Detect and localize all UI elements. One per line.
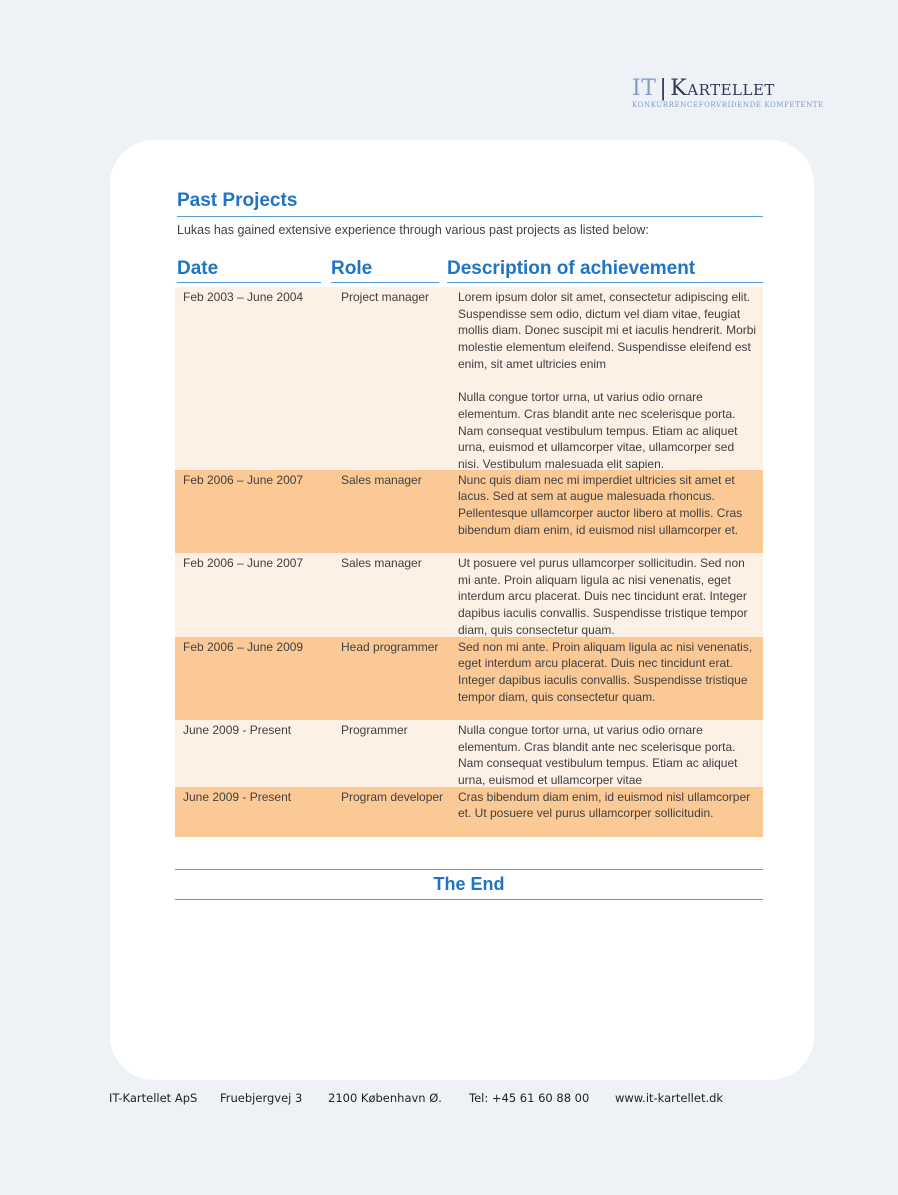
project-role: Programmer (341, 723, 408, 737)
table-row (175, 553, 763, 637)
project-date: Feb 2003 – June 2004 (183, 290, 304, 304)
description-paragraph: Nulla congue tortor urna, ut varius odio ornare elementum. Cras blandit ante nec scelerisque porta. Nam consequat vestibulum tempus. Etiam ac aliquet urna, euismod et ullamcorper vitae (458, 723, 738, 788)
description-paragraph: Nulla congue tortor urna, ut varius odio ornare elementum. Cras blandit ante nec scelerisque porta. Nam consequat vestibulum tempus. Etiam ac aliquet urna, euismod et ullamcorper vitae, ullamcorper sed nisi. Vestibulum malesuada elit sapien. (458, 390, 738, 472)
section-title: Past Projects (177, 190, 763, 217)
description-paragraph: Ut posuere vel purus ullamcorper sollicitudin. Sed non mi ante. Proin aliquam ligula ac nisi venenatis, eget interdum arcu placerat. Duis nec tincidunt erat. Integer dapibus iaculis convallis. Suspendisse tristique tempor diam, quis consectetur quam. (458, 556, 748, 637)
column-header-description: Description of achievement (447, 258, 763, 283)
project-role: Program developer (341, 789, 444, 804)
project-role: Project manager (341, 290, 430, 304)
content-card (110, 140, 814, 1080)
project-role: Sales manager (341, 472, 422, 487)
footer-company: IT-Kartellet ApS (109, 1091, 198, 1105)
logo-name: Kartellet (670, 76, 775, 101)
page-footer (0, 1091, 898, 1107)
description-paragraph: Sed non mi ante. Proin aliquam ligula ac nisi venenatis, eget interdum arcu placerat. Duis nec tincidunt erat. Integer dapibus iaculis convallis. Suspendisse tristique tempor diam, quis consectetur quam. (458, 639, 753, 704)
section-intro: Lukas has gained extensive experience through various past projects as listed below: (177, 223, 649, 237)
project-date: Feb 2006 – June 2007 (183, 556, 304, 570)
column-header-date: Date (177, 258, 321, 283)
footer-street: Fruebjergvej 3 (220, 1091, 303, 1105)
the-end-heading: The End (175, 869, 763, 900)
project-description (450, 787, 763, 837)
projects-table (175, 287, 763, 837)
description-paragraph: Lorem ipsum dolor sit amet, consectetur adipiscing elit. Suspendisse sem odio, dictum vel diam vitae, feugiat mollis diam. Donec suscipit mi et iaculis hendrerit. Morbi molestie elementum eleifend. Suspendisse eleifend est enim, sit amet ultricies enim (458, 290, 757, 371)
project-description (450, 720, 763, 787)
project-description (450, 470, 763, 554)
project-date: June 2009 - Present (183, 789, 292, 804)
description-paragraph: Nunc quis diam nec mi imperdiet ultricies sit amet et lacus. Sed at sem at augue malesuada rhoncus. Pellentesque ullamcorper auctor libero at mollis. Cras bibendum diam enim, id euismod nisl ullamcorper et. (458, 472, 743, 537)
footer-website[interactable]: www.it-kartellet.dk (615, 1091, 724, 1105)
company-logo (632, 76, 824, 109)
table-row (175, 470, 763, 554)
project-description (450, 287, 763, 470)
project-role: Head programmer (341, 639, 439, 654)
column-header-role: Role (331, 258, 439, 283)
logo-tagline: KONKURRENCEFORVRIDENDE KOMPETENTE (632, 101, 824, 109)
project-date: Feb 2006 – June 2007 (183, 472, 304, 487)
table-row (175, 787, 763, 837)
logo-wordmark: IT | Kartellet (632, 76, 775, 101)
table-row (175, 637, 763, 721)
footer-city: 2100 København Ø. (328, 1091, 442, 1105)
project-date: Feb 2006 – June 2009 (183, 639, 304, 654)
project-description (450, 553, 763, 637)
project-description (450, 637, 763, 721)
table-row (175, 720, 763, 787)
project-role: Sales manager (341, 556, 422, 570)
description-paragraph: Cras bibendum diam enim, id euismod nisl ullamcorper et. Ut posuere vel purus ullamcorper sollicitudin. (458, 789, 751, 821)
table-row (175, 287, 763, 470)
footer-phone: Tel: +45 61 60 88 00 (469, 1091, 590, 1105)
project-date: June 2009 - Present (183, 723, 292, 737)
